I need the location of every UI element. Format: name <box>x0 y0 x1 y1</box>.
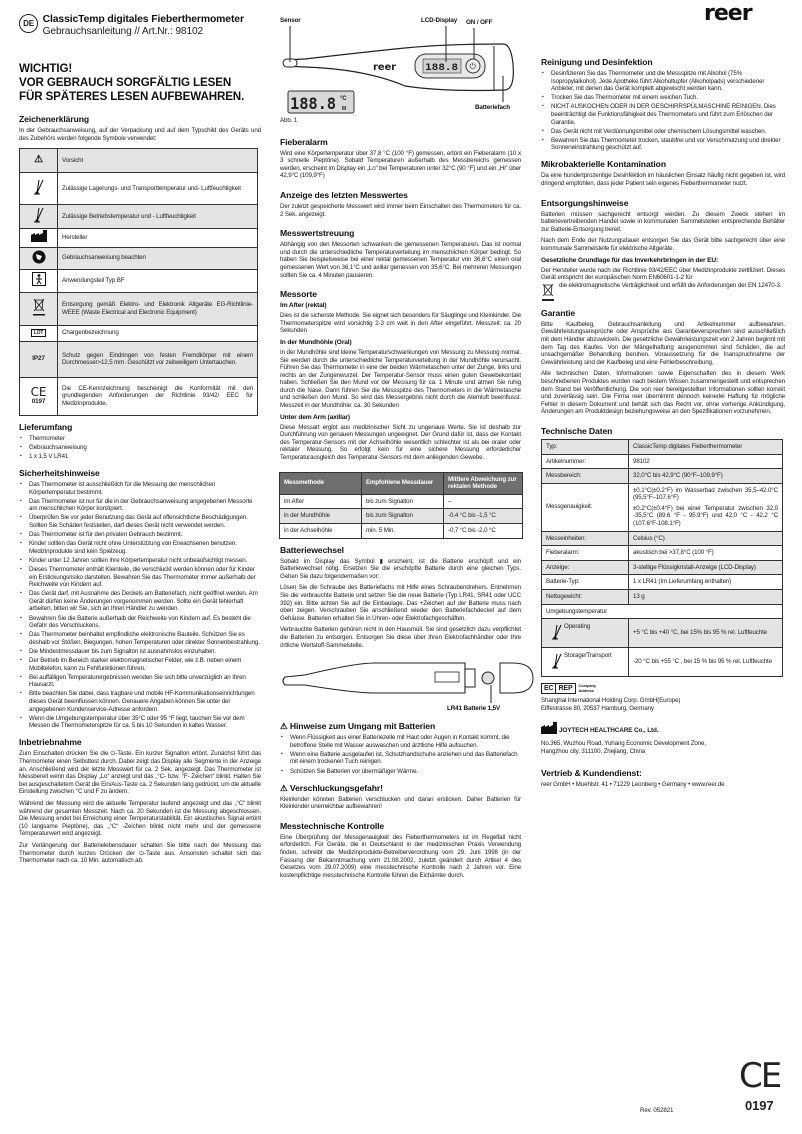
safety-item-list <box>19 481 261 730</box>
contamination-section <box>541 159 785 191</box>
tech-row <box>542 648 783 677</box>
section-heading: Batteriewechsel <box>280 544 344 555</box>
tech-value <box>629 546 783 561</box>
thermometer-diagram <box>275 14 535 117</box>
delivery-item: ▪ Thermometer <box>19 435 261 443</box>
subheading: Gesetzliche Grundlage für das Inverkehrbringen in der EU: <box>541 256 719 264</box>
distribution-section <box>541 768 785 789</box>
tech-env-label: Umgebungstemperatur <box>542 604 783 619</box>
symbol-row <box>20 149 258 173</box>
lot-icon <box>20 325 58 341</box>
section-heading: Technische Daten <box>541 425 613 436</box>
tech-value-line: akustisch bei >37,8°C (100 °F) <box>633 549 714 557</box>
ce-symbol: CE <box>30 385 47 400</box>
warning-line: FÜR SPÄTERES LESEN AUFBEWAHREN. <box>19 90 245 103</box>
warranty-section <box>541 308 785 420</box>
disposal-paragraph: Batterien müssen sachgerecht entsorgt werden. Zu diesem Zweck stehen im batterievertreibenden Handel sowie in kommunalen Sammelstellen entsprechende Behälter zur Batterie-Entsorgung bereit. <box>541 210 785 233</box>
distribution-address: reer GmbH • Muehlstr. 41 • 71229 Leonberg • Germany • www.reer.de <box>541 780 725 788</box>
manufacturer-block <box>541 722 785 755</box>
paragraph-group <box>541 211 785 253</box>
tech-label: Nettogewicht: <box>542 590 629 605</box>
lcd-unit: °C <box>340 96 347 102</box>
ip27-mark: IP27 <box>32 355 45 363</box>
product-title: ClassicTemp digitales Fieberthermometer <box>42 14 244 25</box>
safety-item: ▪ Das Thermometer ist für den privaten Gebrauch bestimmt. <box>19 531 261 539</box>
symbol-row <box>20 325 258 341</box>
cleaning-item: ▪ NICHT AUSKOCHEN ODER IN DER GESCHIRRSPÜLMASCHINE REINIGEN. Dies beeinträchtigt die Funktionsfähigkeit des Thermometers und führt zum Erlöschen der Garantie. <box>541 103 785 126</box>
tech-label: Messbereich: <box>542 469 629 484</box>
document-header <box>19 14 261 38</box>
section-heading: Messtechnische Kontrolle <box>280 820 385 831</box>
body-logo: reer <box>373 62 396 73</box>
tech-value-line: 32,0°C bis 42,9°C (90°F–109,9°F) <box>633 472 723 480</box>
startup-paragraph: Während der Messung wird die aktuelle Temperatur laufend angezeigt und das „°C“ blinkt während der gesamten Messzeit. Nach ca. 20 Sekunden ist die Messung abgeschlossen. Die Messung endet bei Erreichung einer Temperaturstabilität. Ein akustisches Signal ertönt (10 langsame Pieptöne), das „°C“ -Zeichen blinkt nicht mehr und der gemessene Temperaturwert wird angezeigt. <box>19 799 261 838</box>
cleaning-item: ▪ Desinfizieren Sie das Thermometer und die Messspitze mit Alkohol (75% Isopropylalkohol). Jede Apotheke führt Alkoholtupfer (Alkoholpads) verschiedener Anbieter, mit denen das Gerät komplett abgewischt werden kann. <box>541 70 785 93</box>
cleaning-section <box>541 57 785 153</box>
manual-subtitle: Gebrauchsanleitung // Art.Nr.: 98102 <box>42 26 204 37</box>
display-window <box>435 672 459 682</box>
section-heading: Garantie <box>541 307 576 318</box>
swallow-section <box>280 783 521 815</box>
safety-item: ▪ Das Thermometer ist nur für die in der Gebrauchsanweisung angegebenen Messorte am menschlichen Körper konzipiert. <box>19 498 261 513</box>
ip27-icon <box>20 341 58 377</box>
revision: Rev. 052821 <box>640 1107 674 1114</box>
paragraph-group <box>280 558 521 650</box>
tech-label: Messgenauigkeit: <box>542 483 629 531</box>
weee-bin-icon <box>20 292 58 325</box>
tech-value <box>629 439 783 454</box>
warning-triangle-icon: ⚠ <box>280 721 288 732</box>
cleaning-item: ▪ Bewahren Sie das Thermometer trocken, staubfrei und vor Verschmutzung und direkter Sonneneinstrahlung geschützt auf. <box>541 137 785 152</box>
section-heading: Anzeige des letzten Messwertes <box>280 189 408 200</box>
section-text: Eine Überprüfung der Messgenauigkeit des Fieberthermometers ist im Regelfall nicht erforderlich. Für Geräte, die in Deutschland in der medizinischen Praxis Verwendung finden, schreibt die Medizinprodukte-Betreiberverordnung vom 29. Juni 1998 (in der Fassung der Bekanntmachung vom 21.08.2002, zuletzt geändert durch Artikel 4 des Gesetzes vom 29.07.2009) eine messtechnische Kontrolle nach 2 Jahren vor. Eine kostenpflichtige messtechnische Kontrolle führen die Eichämter durch. <box>280 833 521 879</box>
thread <box>465 669 475 687</box>
battery-cap <box>500 663 533 693</box>
section-text: Der Hersteller wurde nach der Richtlinie 93/42/EEC über Medizinprodukte zertifiziert. Dieses Gerät entspricht der europäischen Norm EN60601-1-2 für <box>541 266 785 282</box>
section-text: In der Mundhöhle sind kleine Temperaturschwankungen von Messung zu Messung normal. Sie werden durch die unterschiedliche Temperaturverteilung in der Mundhöhle verursacht. Führen Sie das Thermometer in eine der beiden Wärmetaschen unter der Zunge, links und rechts an der Zungenwurzel. Der Temperatur-Sensor muss einen guten Gewebekontakt haben. Schließen Sie den Mund vor der Messung für ca. 1 Minute und atmen Sie ruhig durch die Nase. Dann führen Sie die Messspitze des Thermometers in die Wärmetasche und schließen den Mund. So wird das Messergebnis nicht durch die Atemluft beeinflusst. Messzeit in der Mundhöhle: ca. 30 Sekunden <box>280 348 521 410</box>
section-text: Dies ist die sicherste Methode. Sie eignet sich besonders für Säuglinge und Kleinkinder. Die Thermometerspitze wird vorsichtig 2-3 cm weit in den After eingeführt. Messzeit: ca. 20 Sekunden <box>280 312 521 335</box>
ec-rep-note: Company <box>578 683 596 689</box>
symbol-description: Gebrauchsanweisung beachten <box>58 247 258 269</box>
technical-data-table <box>541 439 783 677</box>
section-text: Kleinkinder könnten Batterien verschlucken und daran ersticken. Daher Batterien für Kleinkinder unerreichbar aufbewahren! <box>280 795 521 811</box>
symbol-row <box>20 173 258 205</box>
cleaning-item: ▪ Das Gerät nicht mit Verdünnungsmittel oder chemischem Lösungsmittel waschen. <box>541 128 785 136</box>
table-row <box>280 509 523 524</box>
thermometer-figure <box>275 14 535 117</box>
tech-value: -20 °C bis +55 °C , bei 15 % bis 95 % rel. Luftfeuchte <box>629 648 783 677</box>
variance-section <box>280 228 521 283</box>
tech-value <box>629 575 783 590</box>
table-cell: im After <box>280 494 362 509</box>
tech-row <box>542 483 783 531</box>
ce-mark-icon <box>20 377 58 415</box>
table-cell: bis zum Signalton <box>362 509 444 524</box>
column-2 <box>280 14 521 889</box>
safety-item: ▪ Der Betrieb im Bereich starker elektromagnetischer Felder, wie z.B. neben einem Mobiltelefon, kann zu Fehlfunktionen führen. <box>19 657 261 672</box>
manufacturer-icon <box>541 722 558 734</box>
tech-value: +5 °C bis +40 °C, bei 15% bis 95 % rel. Luftfeuchte <box>629 619 783 648</box>
section-heading: Verschluckungsgefahr! <box>289 782 383 793</box>
section-heading: Entsorgungshinweise <box>541 197 629 208</box>
warning-triangle-mark: ⚠ <box>34 154 43 166</box>
table-cell: in der Achselhöhle <box>280 524 362 539</box>
last-value-section <box>280 190 521 222</box>
ce-code: 0197 <box>31 398 46 406</box>
warning-triangle-icon: ⚠ <box>280 782 288 793</box>
storage-temperature-icon <box>20 173 58 205</box>
cleaning-item: ▪ Trocken Sie das Thermometer mit einem weichen Tuch. <box>541 94 785 102</box>
tech-label: Artikelnummer: <box>542 454 629 469</box>
battery-change-section <box>280 545 521 654</box>
startup-paragraph: Zur Verlängerung der Batterielebensdauer schalten Sie bitte nach der Messung das Thermometer durch kurzes Drücken der ⏻-Taste aus. Ansonsten schaltet sich das Thermometer nach ca. 10 Min. automatisch ab. <box>19 841 261 865</box>
notified-body-code: 0197 <box>745 1098 774 1113</box>
delivery-item: ▪ Gebrauchsanweisung <box>19 444 261 452</box>
language-badge: DE <box>19 14 38 33</box>
battery-hint: ▪ Wenn Flüssigkeit aus einer Batteriezelle mit Haut oder Augen in Kontakt kommt, die betroffene Stelle mit Wasser auswaschen und ärztliche Hilfe aufsuchen. <box>280 734 521 749</box>
manufacturer-name: JOYTECH HEALTHCARE Co., Ltd. <box>559 726 659 734</box>
battery-label: LR41 Batterie 1,5V <box>447 705 501 713</box>
tech-value-line: ClassicTemp digitales Fieberthermometer <box>633 442 743 450</box>
battery-handling-section <box>280 721 521 776</box>
tech-value <box>629 454 783 469</box>
table-cell: -0,4 °C bis -1,5 °C <box>444 509 523 524</box>
battery-figure <box>275 653 535 715</box>
symbol-description: Die CE-Kennzeichnung bescheinigt die Konformität mit den grundlegenden Anforderungen der Richtlinie 93/42/ EEC für Medizinprodukte. <box>58 377 258 415</box>
tech-value <box>629 560 783 575</box>
manufacturer-line: Hangzhou city, 311100, Zhejiang, China <box>541 748 646 755</box>
ec-rep-icon: EC <box>541 683 556 694</box>
cleaning-item-list <box>541 70 785 152</box>
tech-label: Typ: <box>542 439 629 454</box>
lcd-large-readout: 188.8 <box>290 94 336 113</box>
tech-value-line: ±0.2°C(±0.4°F) bei einer Temperatur zwischen 32,0 -35,5°C (89.6 °F - 95.9°F) und 42,0 °C - 42,2 °C (107.6°F-108.1°F) <box>633 504 778 528</box>
tech-value-line: ±0.1°C(±0.2°F) im Wasserbad zwischen 35,5–42.0°C (95,5°F–107.6°F) <box>633 486 778 502</box>
thermometer-range-icon <box>550 623 564 644</box>
safety-item: ▪ Bei auffälligen Temperaturergebnissen wenden Sie sich bitte unverzüglich an Ihren Hausarzt. <box>19 674 261 689</box>
tech-value-line: 13 g <box>633 593 645 601</box>
symbol-description: Hersteller <box>58 228 258 247</box>
section-heading: Vertrieb & Kundendienst: <box>541 767 642 778</box>
section-heading: Fieberalarm <box>280 136 328 147</box>
section-text: Da eine hundertprozentige Desinfektion im häuslichen Einsatz häufig nicht gegeben ist, wird dringend empfohlen, dass jeder Patient sein eigenes Fieberthermometer nutzt. <box>541 172 785 188</box>
symbol-row <box>20 377 258 415</box>
safety-item: ▪ Bitte beachten Sie dabei, dass tragbare und mobile HF-Kommunikationseinrichtungen dieses Gerät beeinflussen können. Genauere Angaben können Sie unter der angegebenen Kundenservice-Adresse anfordern. <box>19 690 261 713</box>
tech-row <box>542 619 783 648</box>
battery-hint: ▪ Schützen Sie Batterien vor übermäßiger Wärme. <box>280 768 521 776</box>
table-cell: bis zum Signalton <box>362 494 444 509</box>
section-heading: Hinweise zum Umgang mit Batterien <box>289 721 436 732</box>
paragraph-group <box>541 321 785 416</box>
section-heading: Sicherheitshinweise <box>19 468 100 479</box>
symbol-description: Entsorgung gemäß Elektro- und Elektronik Altgeräte EG-Richtlinie-WEEE (Waste Electrical and Electronic Equipment) <box>58 292 258 325</box>
table-cell: -0,7 °C bis -2,0 °C <box>444 524 523 539</box>
tech-table-wrap <box>541 439 783 677</box>
manufacturer-icon <box>20 228 58 247</box>
metrology-section <box>280 821 521 884</box>
battery-hint: ▪ Wenn eine Batterie ausgelaufen ist, Schutzhandschuhe anziehen und das Batteriefach mit einem trockenen Tuch reinigen. <box>280 751 521 766</box>
symbols-table <box>19 148 258 416</box>
column-header: Messmethode <box>280 472 362 494</box>
lot-label: LOT <box>31 329 47 337</box>
safety-item: ▪ Bewahren Sie die Batterie außerhalb der Reichweite von Kindern auf. Es besteht die Gefahr des Verschluckens. <box>19 615 261 630</box>
warranty-paragraph: Bitte Kaufbeleg, Gebrauchsanleitung und Artikelnummer aufbewahren. Gewährleistungsansprüche oder Ansprüche aus Garantieversprechen sind ausschließlich mit dem Händler abzuwickeln. Die gesetzliche Gewährleistungszeit von 2 Jahren beginnt mit dem Tag des Kaufes. Von der Mängelhaftung ausgenommen sind Schäden, die auf unsachgemäßer Behandlung beruhen. Voraussetzung für die Inanspruchnahme der Gewährleistung sind der Kaufbeleg und eine Fehlerbeschreibung. <box>541 320 785 366</box>
delivery-item-list <box>19 435 261 461</box>
safety-item: ▪ Kinder unter 12 Jahren sollten ihre Körpertemperatur nicht unbeaufsichtigt messen. <box>19 557 261 565</box>
svg-text:⏻: ⏻ <box>469 62 476 71</box>
reer-logo: reer <box>704 1 752 26</box>
tech-row <box>542 531 783 546</box>
subheading: Im After (rektal) <box>280 302 327 310</box>
manufacturer-line: No.365, Wuzhou Road, Yuhang Economic Development Zone, <box>541 740 706 748</box>
tech-value <box>629 590 783 605</box>
safety-item: ▪ Das Thermometer ist ausschließlich für die Messung der menschlichen Körpertemperatur bestimmt. <box>19 481 261 496</box>
safety-item: ▪ Das Gerät darf, mit Ausnahme des Deckels am Batteriefach, nicht geöffnet werden. Am Gerät dürfen keine Änderungen vorgenommen werden. Sollte ein Gerät fehlerhaft arbeiten, bitten wir Sie, sich an Ihren Händler zu wenden. <box>19 590 261 613</box>
tech-row <box>542 575 783 590</box>
section-heading: Reinigung und Desinfektion <box>541 57 653 67</box>
warranty-paragraph: Alle technischen Daten, Informationen sowie Eigenschaften des in diesem Werk beschriebenen Produktes wurden nach bestem Wissen zusammengestellt und entsprechen dem Stand bei Veröffentlichung. Die von reer bereitgestellten Informationen sollten korrekt und zuverlässig sein. Die Firma reer übernimmt dennoch keinerlei Haftung für mögliche Fehler in diesem Dokument und behält sich das Recht vor, ohne vorherige Ankündigung, Änderungen am Produktdesign beziehungsweise an den Spezifikationen vorzunehmen. <box>541 370 785 416</box>
section-text: Wird eine Körpertemperatur über 37,8 °C (100 °F) gemessen, ertönt ein Fieberalarm (10 x 3 schnelle Pieptöne). Sobald Temperaturen außerhalb des Messbereichs gemessen werden, erscheint im Display ein „Lo“ bei Temperaturen unter 32°C (90 °F) und ein „Hi“ über 42,9°C (109,9°F) <box>280 149 521 180</box>
startup-paragraph: Zum Einschalten drücken Sie die ⏻-Taste. Ein kurzer Signalton ertönt. Zunächst führt das Thermometer einen Selbsttest durch. Dabei zeigt das Display alle Segmente in der Anzeige an. Anschließend wird der letzte Messwert für ca. 2 Sek. angezeigt. Das Thermometer ist Messbereit wenn das Display „Lo“ anzeigt und das „°C- bzw. °F- Zeichen“ blinkt. Halten Sie bei ausgeschaltetem Gerät die Ein/Aus-Taste ca. 2 Sekunden lang gedrückt, um die aktuelle Einstellung zwischen °C und F zu ändern. <box>19 750 261 796</box>
lcd-small-readout: 188.8 <box>425 63 458 73</box>
symbol-description: Zulässige Betriebstemperatur und - Luftfeuchtigkeit <box>58 205 258 229</box>
env-condition: Storage/Transport <box>564 651 612 659</box>
delivery-item: ▪ 1 x 1,5 V LR41 <box>19 453 261 461</box>
section-heading: Mikrobakterielle Kontamination <box>541 159 666 170</box>
fever-alarm-section <box>280 137 521 184</box>
table-row <box>280 524 523 539</box>
symbols-section <box>19 114 261 146</box>
symbol-row <box>20 269 258 292</box>
symbols-table-wrap <box>19 148 258 416</box>
symbol-row <box>20 228 258 247</box>
tech-row <box>542 604 783 619</box>
ec-rep-note: Address <box>578 687 594 693</box>
symbols-intro: In der Gebrauchsanweisung, auf der Verpackung und auf dem Typschild des Geräts und des Zubehörs werden folgende Symbole verwendet: <box>19 127 261 142</box>
tech-value-line: 3-stellige Flüssigkristall-Anzeige (LCD-Display) <box>633 563 756 571</box>
symbol-row <box>20 205 258 229</box>
ec-rep-icon: REP <box>556 683 575 694</box>
warning-line: VOR GEBRAUCH SORGFÄLTIG LESEN <box>19 76 232 89</box>
env-condition: Operating <box>564 622 591 630</box>
subheading: Unter dem Arm (axillar) <box>280 413 350 421</box>
tech-row <box>542 546 783 561</box>
battery-paragraph: Sobald im Display das Symbol ▮ erscheint, ist die Batterie erschöpft und ein Batteriewechsel nötig. Ersetzen Sie die erschöpfte Batterie durch eine gleichen Typs. Gehen Sie dazu folgendermaßen vor: <box>280 557 521 580</box>
table-cell: – <box>444 494 523 509</box>
tech-value-line: 1 x LR41 (Im Lieferumfang enthalten) <box>633 578 732 586</box>
symbol-row <box>20 292 258 325</box>
symbol-row <box>20 247 258 269</box>
symbol-row <box>20 341 258 377</box>
symbol-description: Zulässige Lagerungs- und Transporttemperatur und- Luftfeuchtigkeit <box>58 173 258 205</box>
subheading: In der Mundhöhle (Oral) <box>280 338 352 346</box>
type-bf-icon <box>20 269 58 292</box>
battery-paragraph: Lösen Sie die Schraube des Batteriefachs mit Hilfe eines Schraubendrehers. Entnehmen Sie die verbrauchte Batterie und setzen Sie die neue Batterie (Typ LR41, SR41 oder UCC 392) ein. Bitte achten Sie auf die Einbaulage. Das +Zeichen auf der Batterie muss nach oben zeigen. Verschrauben Sie anschließend wieder den Batteriefachdeckel auf dem Gehäuse. Batterien erhalten Sie in Uhren- oder Elektrofachgeschäften. <box>280 584 521 622</box>
thermometer-range-icon <box>550 652 564 673</box>
table-cell: in der Mundhöhle <box>280 509 362 524</box>
tech-value-line: 98102 <box>633 457 650 465</box>
tech-data-section <box>541 426 785 439</box>
column-header: Empfohlene Messdauer <box>362 472 444 494</box>
tech-value <box>629 469 783 484</box>
ec-rep-line: Eiffestrasse 80, 20537 Hamburg, Germany <box>541 704 654 712</box>
warning-triangle-icon <box>20 149 58 173</box>
tech-value <box>629 483 783 531</box>
safety-item: ▪ Überprüfen Sie vor jeder Benutzung das Gerät auf offensichtliche Beschädigungen. Sollten Sie Schäden feststellen, darf dieses Gerät nicht verwendet werden. <box>19 514 261 529</box>
disposal-section <box>541 198 785 257</box>
symbol-description: Schutz gegen Eindringen von festen Fremdkörper mit einem Durchmesser>12,5 mm. Geschützt vor zeitweiligem Untertauchen. <box>58 341 258 377</box>
symbol-description: Anwendungsteil Typ BF <box>58 269 258 292</box>
tech-env-cell <box>542 648 629 677</box>
label-battery: Batteriefach <box>475 104 510 111</box>
section-text: Diese Messart ergibt aus medizinischer Sicht zu ungenaue Werte. Sie ist deshalb zur Durchführung von genauen Messungen ungeeignet. Der Grund dafür ist, dass der Kontakt des Temperatur-Sensors mit der Achselhöhle wesentlich schlechter ist als bei oraler oder rektaler Messung. So erfolgt kein für eine sichere Messung erforderlicher Temperaturausgleich des Temperatur-Sensors mit dem anliegenden Gewebe. <box>280 423 521 462</box>
section-heading: Lieferumfang <box>19 421 73 432</box>
label-sensor: Sensor <box>280 17 301 24</box>
weee-bin-icon <box>541 282 555 302</box>
safety-item: ▪ Die Mindestmessdauer bis zum Signalton ist ausnahmslos einzuhalten. <box>19 648 261 656</box>
column-1 <box>19 14 261 875</box>
label-onoff: ON / OFF <box>466 19 493 26</box>
ec-rep-line: Shanghai International Holding Corp. GmbH(Europe) <box>541 697 681 705</box>
tech-label: Batterie-Typ: <box>542 575 629 590</box>
safety-item: ▪ Das Thermometer beinhaltet empfindliche elektronische Bauteile. Schützen Sie es deshalb vor Stößen, Biegungen, hohen Temperaturen oder direkter Sonnenbestrahlung. <box>19 631 261 646</box>
section-text: Der zuletzt gespeicherte Messwert wird immer beim Einschalten des Thermometers für ca. 2 Sek. angezeigt. <box>280 202 521 218</box>
figure-caption: Abb. 1 <box>280 117 298 124</box>
label-lcd: LCD-Display <box>421 17 458 24</box>
safety-item: ▪ Dieses Thermometer enthält Kleinteile, die verschluckt werden können oder für Kinder ein Erstickungsrisiko darstellen. Bewahren Sie das Thermometer immer außerhalb der Reichweite von Kindern auf. <box>19 566 261 589</box>
symbol-description: Vorsicht <box>58 149 258 173</box>
delivery-section <box>19 422 261 462</box>
tech-label: Anzeige: <box>542 560 629 575</box>
symbol-description: Chargenbezeichnung <box>58 325 258 341</box>
battery-hint-list <box>280 734 521 775</box>
tech-value-line: Celsius (°C) <box>633 534 665 542</box>
section-heading: Inbetriebnahme <box>19 737 82 748</box>
section-text: die elektromagnetische Verträglichkeit und erfüllt die Anforderungen der EN 12470-3. <box>559 281 782 289</box>
tech-row <box>542 469 783 484</box>
ce-mark-icon: CE <box>739 1056 781 1096</box>
startup-section <box>19 737 261 868</box>
section-heading: Messorte <box>280 289 317 300</box>
table-row <box>280 494 523 509</box>
legal-section <box>541 257 785 302</box>
method-table-wrap <box>279 472 523 539</box>
safety-section <box>19 468 261 731</box>
tech-row <box>542 439 783 454</box>
battery-change-diagram <box>275 653 535 705</box>
instructions-icon <box>20 247 58 269</box>
tech-row <box>542 454 783 469</box>
battery-paragraph: Verbrauchte Batterien gehören nicht in den Hausmüll. Sie sind gesetzlich dazu verpflichtet die Batterien zu entsorgen. Entsorgen Sie diese über Ihren Elektrofachhändler oder Ihre örtliche Wertstoff-Sammelstelle. <box>280 626 521 649</box>
column-header: Mittlere Abweichung zur rektalen Methode <box>444 472 523 494</box>
battery-cell-icon <box>482 672 494 684</box>
section-heading: Zeichenerklärung <box>19 114 90 124</box>
important-warning <box>19 62 261 104</box>
measuring-sites-section <box>280 289 521 466</box>
safety-item: ▪ Wenn die Umgebungstemperatur über 35°C oder 95 °F liegt, tauchen Sie vor dem Messen die Thermometerspitze für ca. 5 bis 10 Sekunden in kaltes Wasser. <box>19 715 261 730</box>
warning-line: WICHTIG! <box>19 62 73 75</box>
measuring-method-table <box>279 472 523 539</box>
ec-rep-block <box>541 683 785 712</box>
section-heading: Messwertstreuung <box>280 228 355 239</box>
tech-label: Fieberalarm: <box>542 546 629 561</box>
tech-value <box>629 531 783 546</box>
disposal-paragraph: Nach dem Ende der Nutzungsdauer entsorgen Sie das Gerät bitte sachgerecht über eine kommunale Sammelstelle für elektrische Altgeräte. <box>541 237 785 252</box>
table-header-row <box>280 472 523 494</box>
safety-item: ▪ Kinder sollten das Gerät nicht ohne Unterstützung von Erwachsenen benutzen. Medizinprodukte sind kein Spielzeug. <box>19 540 261 555</box>
column-3 <box>541 57 785 794</box>
table-cell: min. 5 Min. <box>362 524 444 539</box>
operating-temperature-icon <box>20 205 58 229</box>
tech-row <box>542 590 783 605</box>
tech-row <box>542 560 783 575</box>
paragraph-group <box>19 750 261 864</box>
tech-env-cell <box>542 619 629 648</box>
section-text: Abhängig von den Messorten schwanken die gemessenen Temperaturen. Das ist normal und durch die unterschiedliche Temperaturverteilung im menschlichen Körper bedingt. So haben Sie beispielsweise bei einer rektal gemessenen Temperatur von 36,6°C einen oral gemessenen Wert von 36,1°C und axillar gemessen von 35,6°C. Bei mehreren Messungen sollten Sie ca. 4 Minuten pausieren. <box>280 241 521 279</box>
tech-label: Messeinheiten: <box>542 531 629 546</box>
lcd-memory: M <box>342 106 347 112</box>
